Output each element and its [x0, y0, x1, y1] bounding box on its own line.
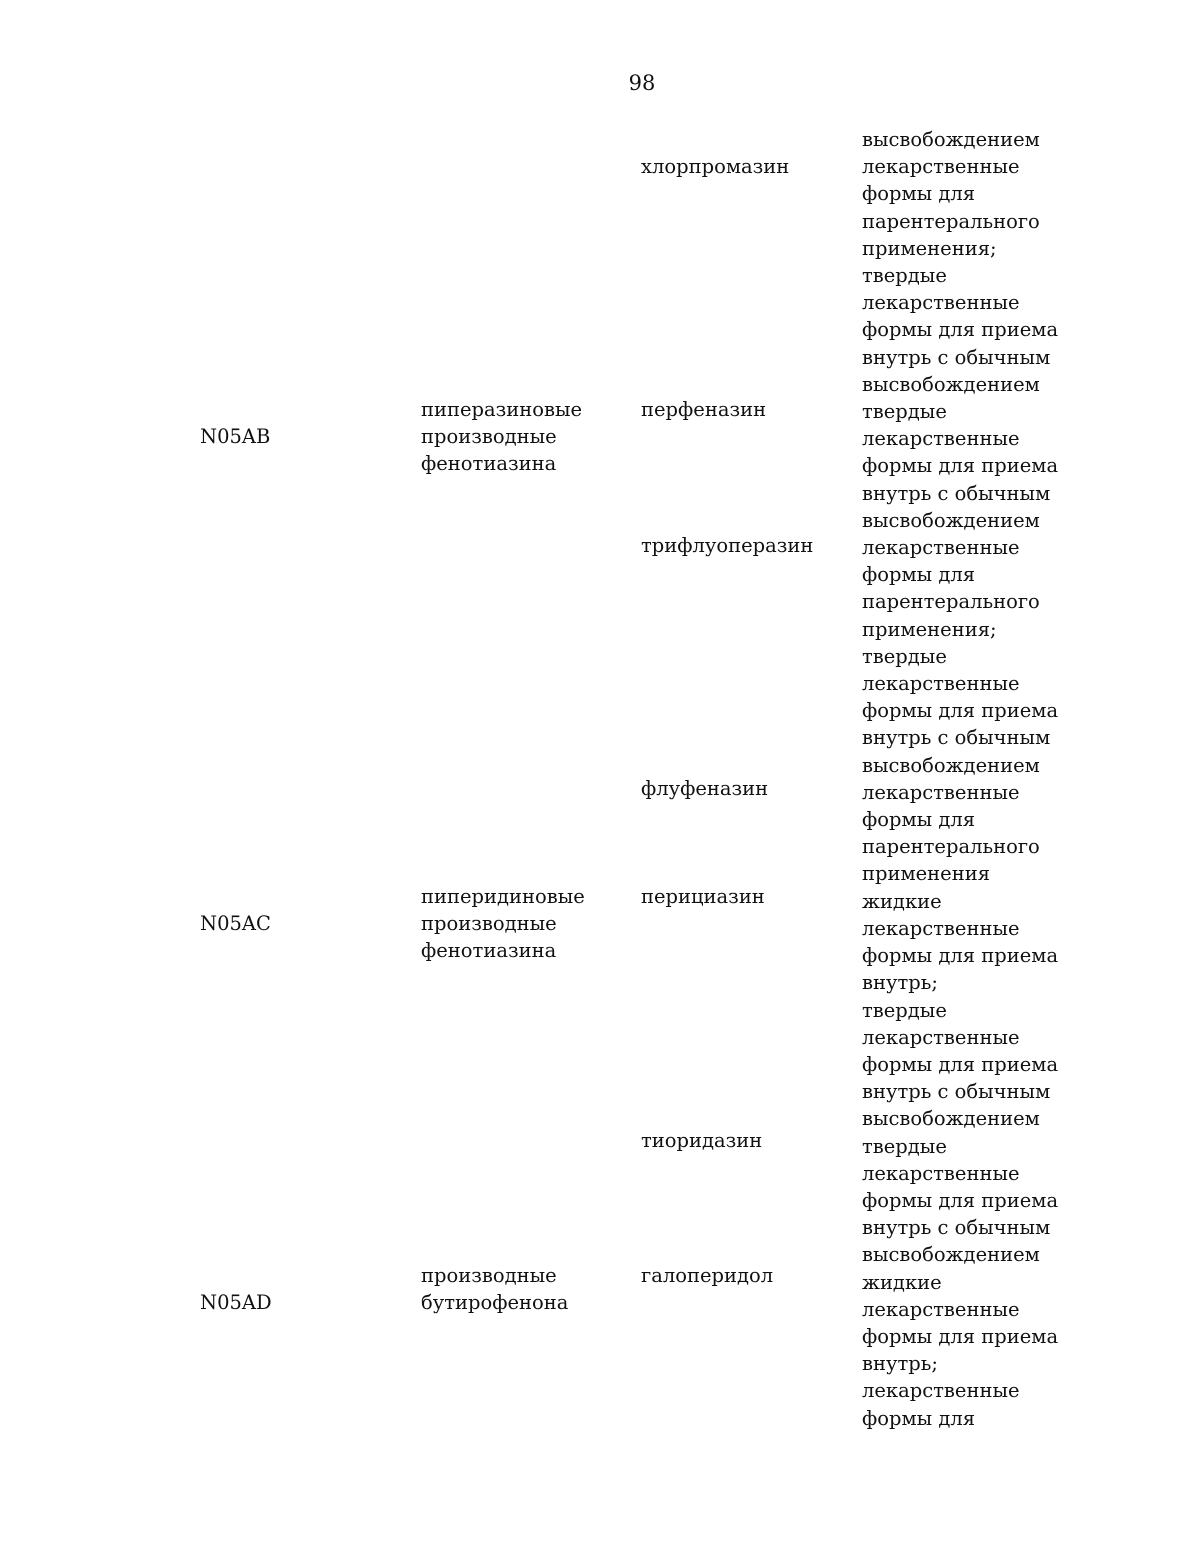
- group-n05ad: [421, 1262, 568, 1316]
- drug-haloperidol: галоперидол: [641, 1264, 774, 1287]
- drug-periciazine: перициазин: [641, 885, 765, 908]
- form-line: твердые: [862, 644, 947, 668]
- group-line: фенотиазина: [421, 939, 557, 963]
- form-line: лекарственные: [862, 780, 1020, 804]
- form-line: формы для: [862, 1406, 976, 1430]
- atc-code-n05ab: N05AB: [200, 425, 271, 448]
- form-line: жидкие: [862, 1270, 942, 1294]
- form-line: высвобождением: [862, 1243, 1040, 1267]
- form-line: парентерального: [862, 835, 1040, 859]
- form-line: высвобождением: [862, 508, 1040, 532]
- group-n05ab: [421, 396, 582, 478]
- group-line: пиперазиновые: [421, 398, 583, 421]
- form-line: применения;: [862, 236, 997, 260]
- form-line: парентерального: [862, 209, 1040, 233]
- form-line: лекарственные: [862, 672, 1020, 696]
- form-line: формы для приема: [862, 318, 1059, 342]
- form-line: внутрь с обычным: [862, 1216, 1051, 1240]
- form-line: формы для приема: [862, 944, 1059, 968]
- page-number: 98: [628, 71, 656, 95]
- form-line: внутрь;: [862, 971, 938, 995]
- form-line: формы для приема: [862, 1052, 1059, 1076]
- atc-code-n05ac: N05AC: [200, 912, 271, 935]
- drug-chlorpromazine: хлорпромазин: [641, 155, 790, 178]
- group-n05ac: [421, 883, 585, 965]
- form-line: лекарственные: [862, 427, 1020, 451]
- form-line: формы для: [862, 182, 976, 206]
- atc-code-n05ad: N05AD: [200, 1291, 272, 1314]
- form-line: лекарственные: [862, 1161, 1020, 1185]
- form-line: применения;: [862, 617, 997, 641]
- drug-trifluoperazine: трифлуоперазин: [641, 534, 814, 557]
- form-line: внутрь;: [862, 1352, 938, 1376]
- form-line: лекарственные: [862, 1025, 1020, 1049]
- group-line: производные: [421, 1264, 557, 1287]
- drug-perphenazine: перфеназин: [641, 398, 767, 421]
- form-line: формы для приема: [862, 699, 1059, 723]
- form-line: формы для: [862, 808, 976, 832]
- form-line: лекарственные: [862, 1297, 1020, 1321]
- form-line: лекарственные: [862, 916, 1020, 940]
- dosage-forms-column: [862, 126, 1058, 1432]
- form-line: высвобождением: [862, 128, 1040, 151]
- form-line: высвобождением: [862, 753, 1040, 777]
- group-line: фенотиазина: [421, 452, 557, 476]
- form-line: лекарственные: [862, 291, 1020, 315]
- drug-fluphenazine: флуфеназин: [641, 777, 769, 800]
- form-line: внутрь с обычным: [862, 345, 1051, 369]
- form-line: формы для приема: [862, 1188, 1059, 1212]
- form-line: твердые: [862, 1134, 947, 1158]
- form-line: высвобождением: [862, 372, 1040, 396]
- form-line: твердые: [862, 264, 947, 288]
- form-line: формы для приема: [862, 1324, 1059, 1348]
- form-line: формы для: [862, 563, 976, 587]
- group-line: производные: [421, 425, 557, 449]
- form-line: применения: [862, 862, 991, 886]
- form-line: внутрь с обычным: [862, 481, 1051, 505]
- form-line: лекарственные: [862, 536, 1020, 560]
- form-line: лекарственные: [862, 1379, 1020, 1403]
- form-line: внутрь с обычным: [862, 726, 1051, 750]
- form-line: парентерального: [862, 590, 1040, 614]
- group-line: производные: [421, 912, 557, 936]
- drug-thioridazine: тиоридазин: [641, 1129, 763, 1152]
- form-line: внутрь с обычным: [862, 1080, 1051, 1104]
- group-line: бутирофенона: [421, 1291, 569, 1315]
- form-line: жидкие: [862, 889, 942, 913]
- form-line: формы для приема: [862, 454, 1059, 478]
- form-line: твердые: [862, 400, 947, 424]
- form-line: твердые: [862, 998, 947, 1022]
- group-line: пиперидиновые: [421, 885, 585, 908]
- form-line: лекарственные: [862, 155, 1020, 179]
- form-line: высвобождением: [862, 1107, 1040, 1131]
